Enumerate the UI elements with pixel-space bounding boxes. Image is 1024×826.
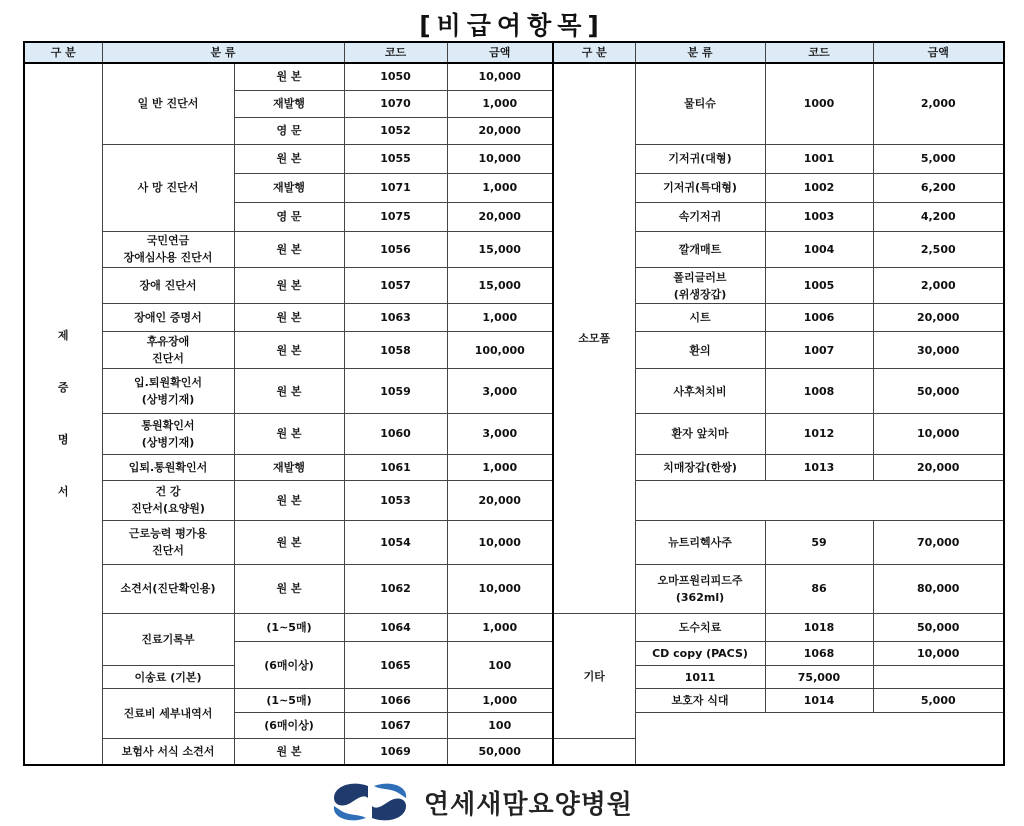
header-amount-right: 금액: [873, 42, 1004, 63]
item-code: 1069: [344, 739, 447, 765]
item-name: 치매장갑(한쌍): [635, 454, 765, 480]
item-type: 재발행: [234, 173, 344, 202]
item-code: 1008: [765, 369, 873, 414]
item-code: 1054: [344, 520, 447, 564]
item-code: 1014: [765, 689, 873, 713]
item-type: 원 본: [234, 231, 344, 267]
table-row: [24, 454, 1004, 480]
item-code: 1018: [765, 613, 873, 641]
item-amount: 75,000: [765, 666, 873, 689]
item-amount: 10,000: [447, 564, 553, 613]
item-name: 입.퇴원확인서 (상병기재): [102, 369, 234, 414]
item-name: 후유장애 진단서: [102, 332, 234, 369]
item-name: 환의: [635, 332, 765, 369]
item-amount: 4,200: [873, 202, 1004, 231]
item-code: 1063: [344, 304, 447, 332]
item-name: 장애인 증명서: [102, 304, 234, 332]
hospital-name: 연세새맘요양병원: [424, 789, 633, 820]
item-amount: 100,000: [447, 332, 553, 369]
item-type: 원 본: [234, 369, 344, 414]
item-name: 폴리글러브 (위생장갑): [635, 268, 765, 304]
table-row: [24, 63, 1004, 90]
hospital-logo: [330, 778, 633, 826]
fee-table: [23, 41, 1005, 766]
item-amount: 70,000: [873, 520, 1004, 564]
item-amount: 20,000: [873, 304, 1004, 332]
item-type: (6매이상): [234, 642, 344, 689]
table-row: [24, 689, 1004, 713]
table-row: [24, 144, 1004, 173]
header-group: 구 분: [24, 42, 102, 63]
item-code: 1005: [765, 268, 873, 304]
item-name: CD copy (PACS): [635, 642, 765, 666]
item-amount: 10,000: [873, 642, 1004, 666]
item-code: 1068: [765, 642, 873, 666]
item-amount: 50,000: [873, 369, 1004, 414]
item-name: 사후처치비: [635, 369, 765, 414]
item-type: 원 본: [234, 739, 344, 765]
item-amount: 10,000: [873, 414, 1004, 454]
item-name: 소견서(진단확인용): [102, 564, 234, 613]
item-code: 1052: [344, 117, 447, 144]
item-amount: 5,000: [873, 144, 1004, 173]
item-amount: 100: [447, 642, 553, 689]
item-name: 물티슈: [635, 63, 765, 144]
item-amount: 20,000: [447, 480, 553, 520]
header-category-right: 분 류: [635, 42, 765, 63]
page-title: [비급여항목]: [419, 11, 605, 40]
item-amount: 2,000: [873, 63, 1004, 144]
item-code: 1050: [344, 63, 447, 90]
item-code: 1064: [344, 613, 447, 641]
item-name: 보험사 서식 소견서: [102, 739, 234, 765]
item-type: (6매이상): [234, 713, 344, 739]
item-amount: 2,000: [873, 268, 1004, 304]
item-name: 국민연금 장애심사용 진단서: [102, 231, 234, 267]
group-label-other: 기타: [553, 613, 635, 738]
item-name: 이송료 (기본): [102, 666, 234, 689]
item-amount: 80,000: [873, 564, 1004, 613]
item-code: 1053: [344, 480, 447, 520]
item-type: 원 본: [234, 304, 344, 332]
logo-mark-icon: [330, 780, 410, 824]
item-code: 1058: [344, 332, 447, 369]
table-row: [24, 613, 1004, 641]
table-row: [24, 480, 1004, 520]
item-type: (1~5매): [234, 613, 344, 641]
item-code: 1071: [344, 173, 447, 202]
item-type: 원 본: [234, 268, 344, 304]
item-amount: 20,000: [873, 454, 1004, 480]
item-amount: 30,000: [873, 332, 1004, 369]
table-row: [24, 231, 1004, 267]
item-code: 1012: [765, 414, 873, 454]
item-amount: 1,000: [447, 304, 553, 332]
item-amount: 1,000: [447, 613, 553, 641]
item-code: 1000: [765, 63, 873, 144]
item-code: 1003: [765, 202, 873, 231]
table-row: [24, 304, 1004, 332]
item-code: 1067: [344, 713, 447, 739]
item-type: 원 본: [234, 332, 344, 369]
item-type: 원 본: [234, 144, 344, 173]
item-name: 장애 진단서: [102, 268, 234, 304]
item-code: 1006: [765, 304, 873, 332]
item-name: 오마프원리피드주 (362ml): [635, 564, 765, 613]
item-code: 1057: [344, 268, 447, 304]
item-code: 1007: [765, 332, 873, 369]
item-code: 1002: [765, 173, 873, 202]
table-row: [24, 369, 1004, 414]
item-amount: 100: [447, 713, 553, 739]
item-amount: 3,000: [447, 414, 553, 454]
header-group-right: 구 분: [553, 42, 635, 63]
item-name: 일 반 진단서: [102, 63, 234, 144]
item-name: 환자 앞치마: [635, 414, 765, 454]
item-name: 기저귀(대형): [635, 144, 765, 173]
group-label-consumables: 소모품: [553, 63, 635, 613]
item-name: 건 강 진단서(요양원): [102, 480, 234, 520]
item-code: 1004: [765, 231, 873, 267]
item-amount: 50,000: [873, 613, 1004, 641]
item-type: 원 본: [234, 480, 344, 520]
item-name: 사 망 진단서: [102, 144, 234, 231]
item-type: 재발행: [234, 454, 344, 480]
group-label-certificates: 제 증 명 서: [24, 63, 102, 765]
item-name: 보호자 식대: [635, 689, 765, 713]
item-amount: 2,500: [873, 231, 1004, 267]
item-code: 1066: [344, 689, 447, 713]
item-name: 뉴트리헥사주: [635, 520, 765, 564]
item-code: 1059: [344, 369, 447, 414]
table-row: [24, 414, 1004, 454]
item-code: 1056: [344, 231, 447, 267]
item-type: 영 문: [234, 202, 344, 231]
item-amount: 6,200: [873, 173, 1004, 202]
table-row: [24, 268, 1004, 304]
item-type: 원 본: [234, 564, 344, 613]
item-name: 기저귀(특대형): [635, 173, 765, 202]
item-amount: 1,000: [447, 173, 553, 202]
item-amount: 20,000: [447, 117, 553, 144]
item-code: 1001: [765, 144, 873, 173]
item-amount: 15,000: [447, 231, 553, 267]
item-amount: 10,000: [447, 63, 553, 90]
item-amount: 3,000: [447, 369, 553, 414]
item-name: 속기저귀: [635, 202, 765, 231]
item-amount: 10,000: [447, 144, 553, 173]
item-name: 도수치료: [635, 613, 765, 641]
header-amount: 금액: [447, 42, 553, 63]
item-code: 1060: [344, 414, 447, 454]
item-amount: 5,000: [873, 689, 1004, 713]
item-amount: 20,000: [447, 202, 553, 231]
item-type: 재발행: [234, 90, 344, 117]
header-category: 분 류: [102, 42, 344, 63]
empty-cell: [635, 480, 1004, 520]
header-code: 코드: [344, 42, 447, 63]
item-type: 원 본: [234, 414, 344, 454]
item-amount: 10,000: [447, 520, 553, 564]
item-amount: 15,000: [447, 268, 553, 304]
item-amount: 1,000: [447, 90, 553, 117]
item-name: 진료기록부: [102, 613, 234, 665]
table-row: [24, 520, 1004, 564]
item-type: 영 문: [234, 117, 344, 144]
item-amount: 1,000: [447, 454, 553, 480]
item-amount: 50,000: [447, 739, 553, 765]
item-name: 근로능력 평가용 진단서: [102, 520, 234, 564]
item-code: 86: [765, 564, 873, 613]
item-code: 59: [765, 520, 873, 564]
item-name: 깔개매트: [635, 231, 765, 267]
item-code: 1075: [344, 202, 447, 231]
item-name: 통원확인서 (상병기재): [102, 414, 234, 454]
header-row: [24, 42, 1004, 63]
item-type: (1~5매): [234, 689, 344, 713]
item-code: 1013: [765, 454, 873, 480]
table-row: [24, 564, 1004, 613]
item-code: 1070: [344, 90, 447, 117]
item-code: 1055: [344, 144, 447, 173]
item-name: 입퇴.통원확인서: [102, 454, 234, 480]
item-code: 1011: [635, 666, 765, 689]
item-type: 원 본: [234, 520, 344, 564]
item-code: 1065: [344, 642, 447, 689]
item-code: 1061: [344, 454, 447, 480]
item-name: 시트: [635, 304, 765, 332]
header-code-right: 코드: [765, 42, 873, 63]
item-amount: 1,000: [447, 689, 553, 713]
item-code: 1062: [344, 564, 447, 613]
item-name: 진료비 세부내역서: [102, 689, 234, 739]
empty-cell: [635, 713, 1004, 765]
item-type: 원 본: [234, 63, 344, 90]
table-row: [24, 332, 1004, 369]
